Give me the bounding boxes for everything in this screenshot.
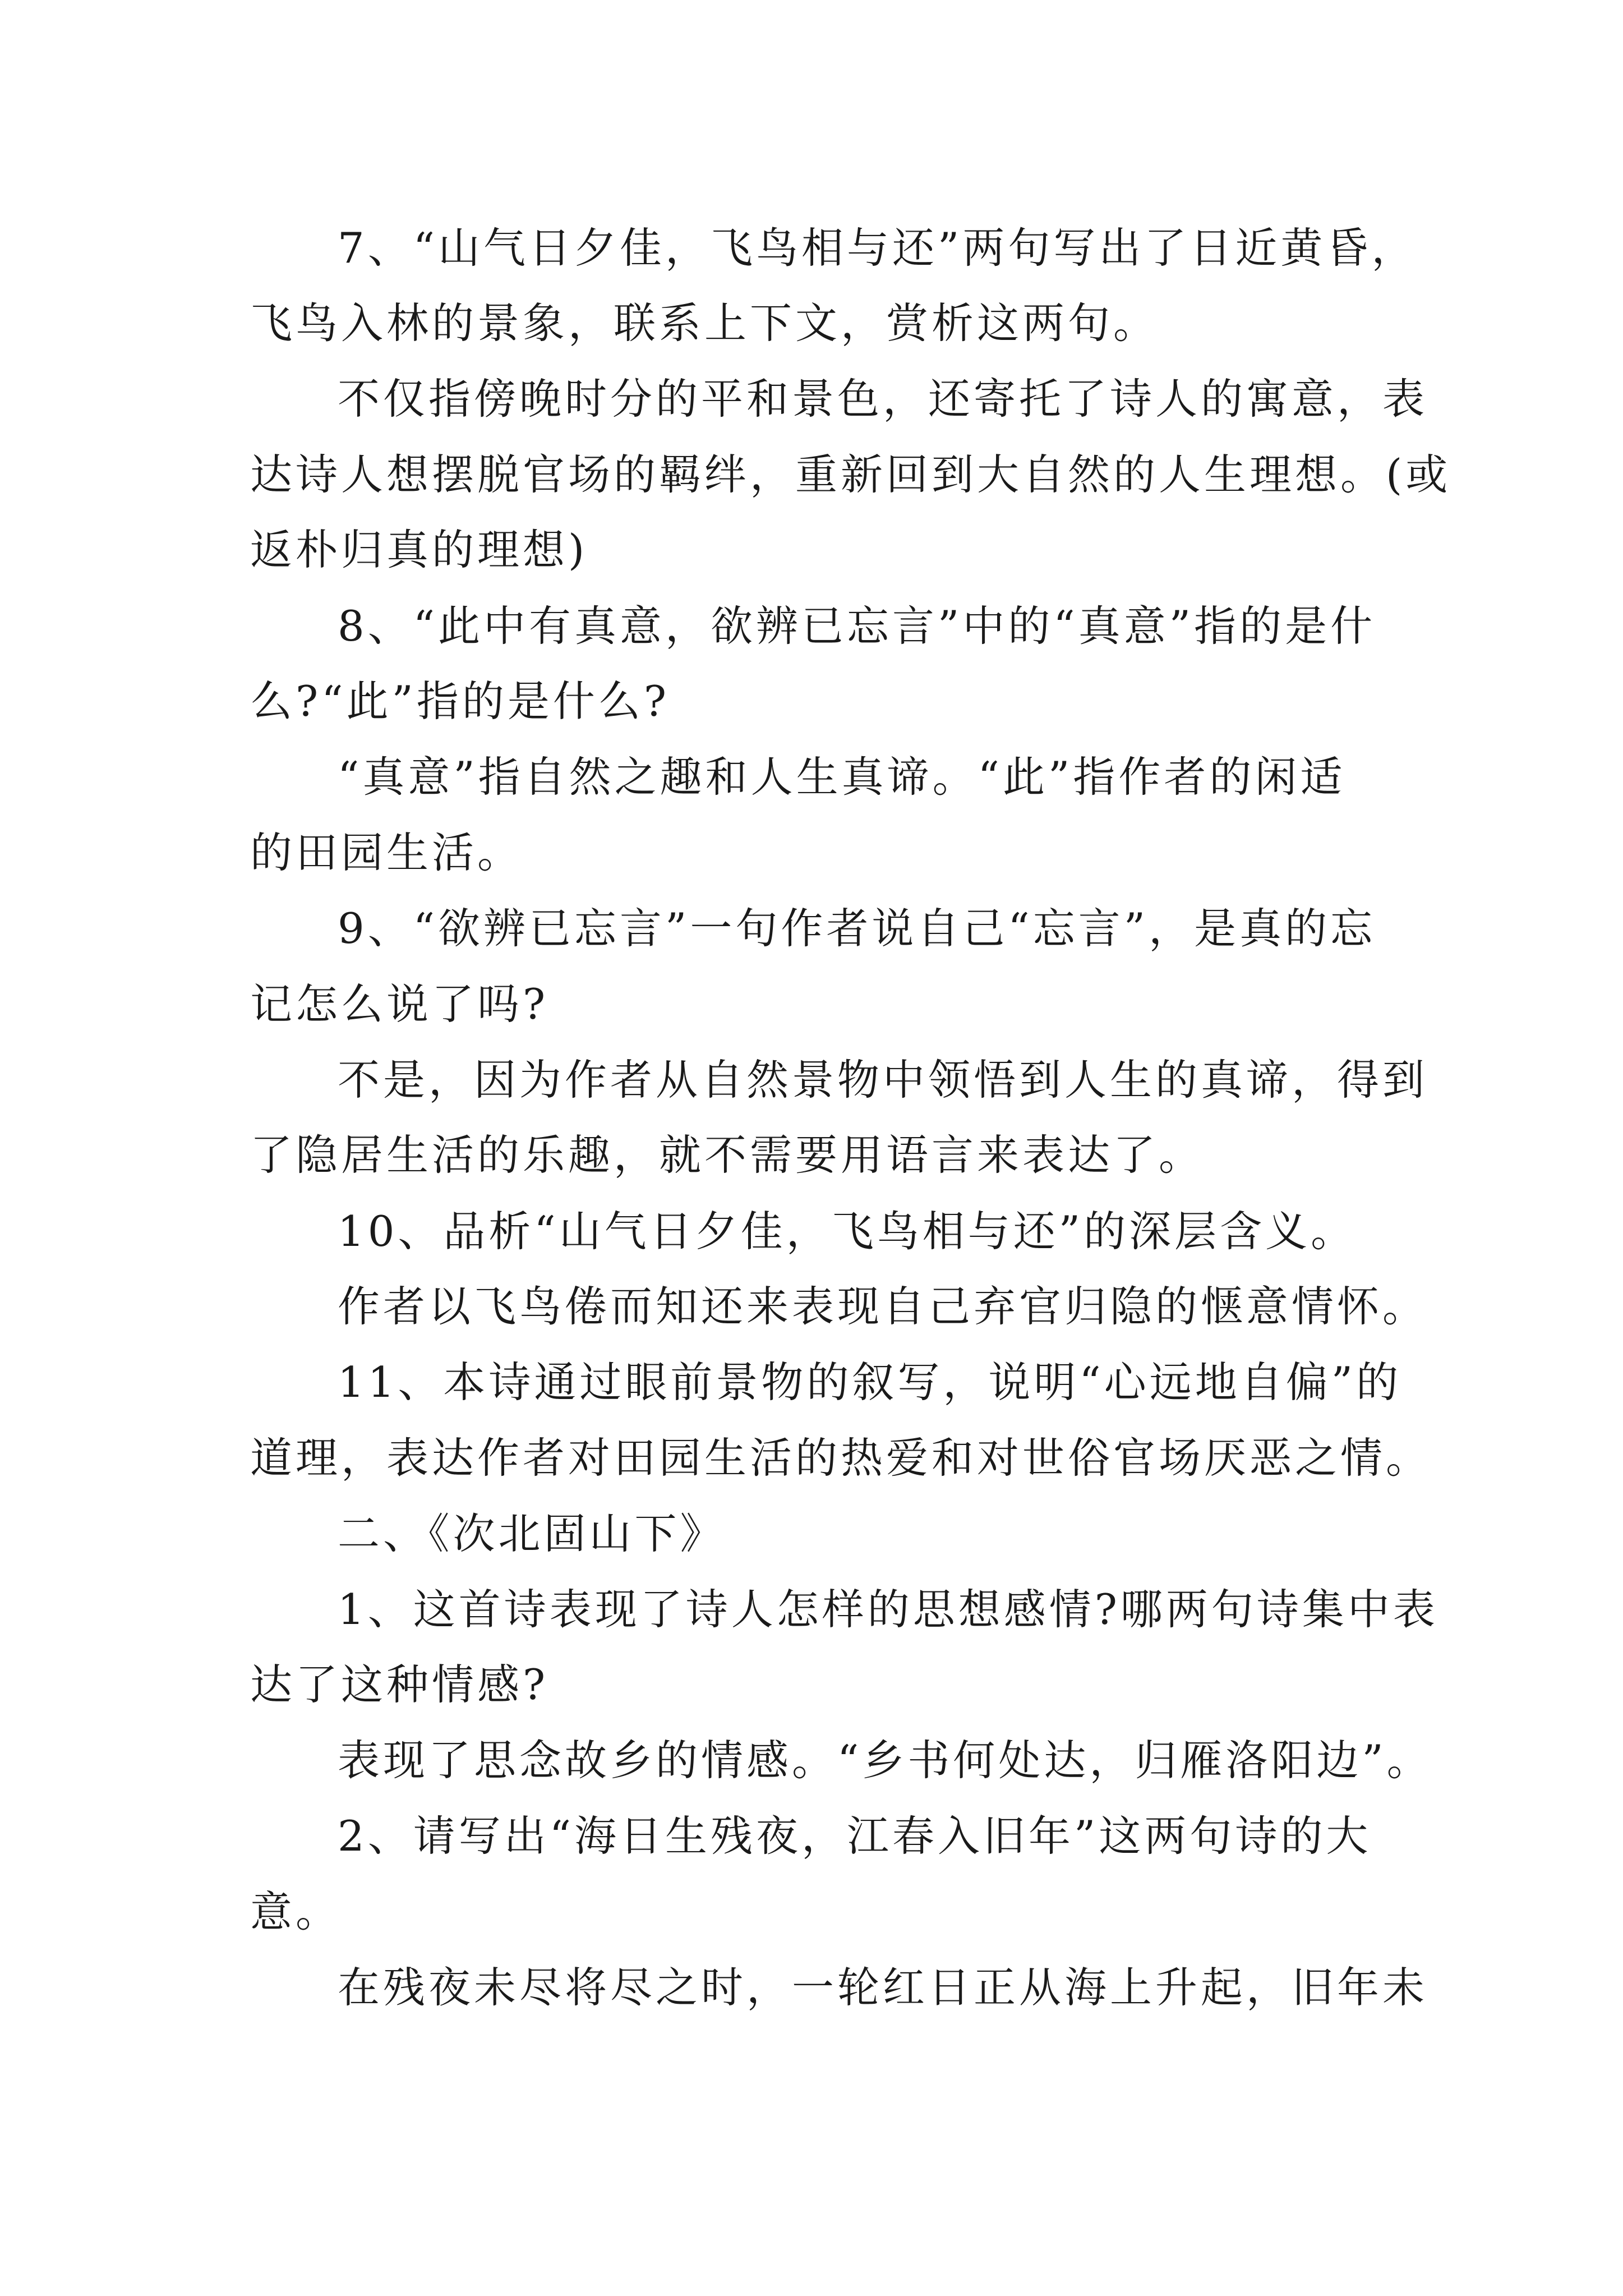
text-line: 返朴归真的理想): [250, 525, 588, 574]
text-line: 不仅指傍晚时分的平和景色，还寄托了诗人的寓意，表: [338, 374, 1428, 424]
text-line: “真意”指自然之趣和人生真谛。“此”指作者的闲适: [338, 752, 1346, 802]
text-line: 么?“此”指的是什么?: [250, 677, 670, 726]
text-line: 的田园生活。: [250, 828, 523, 877]
text-line: 8、“此中有真意，欲辨已忘言”中的“真意”指的是什: [338, 601, 1376, 651]
text-line: 7、“山气日夕佳，飞鸟相与还”两句写出了日近黄昏，: [338, 223, 1417, 273]
text-line: 在残夜未尽将尽之时，一轮红日正从海上升起，旧年未: [338, 1963, 1428, 2012]
text-line: 10、品析“山气日夕佳，飞鸟相与还”的深层含义。: [338, 1207, 1357, 1256]
text-line: 1、这首诗表现了诗人怎样的思想感情?哪两句诗集中表: [338, 1585, 1438, 1634]
text-line: 9、“欲辨已忘言”一句作者说自己“忘言”，是真的忘: [338, 904, 1376, 953]
text-line: 意。: [250, 1887, 342, 1936]
text-line: 不是，因为作者从自然景物中领悟到人生的真谛，得到: [338, 1055, 1428, 1105]
text-line: 道理，表达作者对田园生活的热爱和对世俗官场厌恶之情。: [250, 1433, 1432, 1483]
text-line: 达诗人想摆脱官场的羁绊，重新回到大自然的人生理想。(或: [250, 450, 1451, 499]
text-line: 了隐居生活的乐趣，就不需要用语言来表达了。: [250, 1130, 1205, 1180]
text-line: 飞鸟入林的景象，联系上下文，赏析这两句。: [250, 298, 1159, 348]
text-line: 作者以飞鸟倦而知还来表现自己弃官归隐的惬意情怀。: [338, 1282, 1428, 1331]
text-line: 记怎么说了吗?: [250, 979, 549, 1029]
text-line: 11、本诗通过眼前景物的叙写，说明“心远地自偏”的: [338, 1358, 1402, 1407]
text-line: 2、请写出“海日生残夜，江春入旧年”这两句诗的大: [338, 1811, 1372, 1861]
text-line: 达了这种情感?: [250, 1660, 549, 1709]
section-heading: 二、《次北固山下》: [338, 1509, 726, 1558]
text-line: 表现了思念故乡的情感。“乡书何处达，归雁洛阳边”。: [338, 1736, 1432, 1785]
